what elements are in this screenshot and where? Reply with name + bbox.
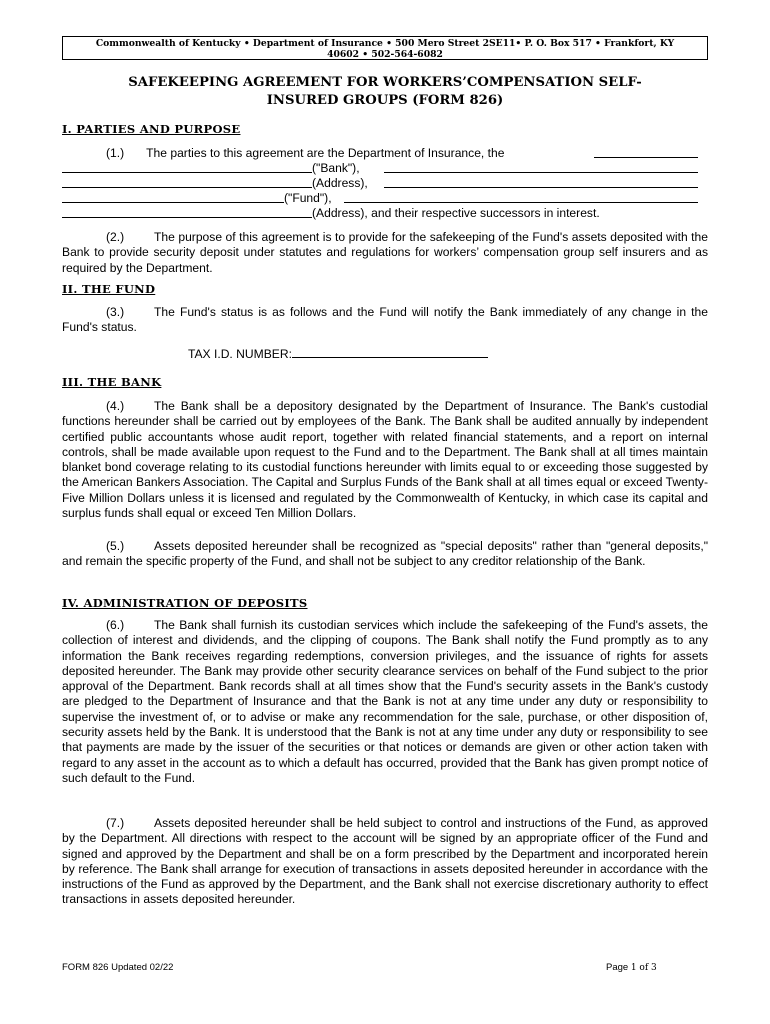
title-line-1: SAFEKEEPING AGREEMENT FOR WORKERS’COMPENSATION SELF- [128,75,642,90]
paragraph-5 [62,539,708,570]
p1-line-1 [106,146,504,161]
p6-number: (6.) [106,618,125,632]
page-label: Page [606,962,629,973]
p7-text: Assets deposited hereunder shall be held subject to control and instructions of the Fund, as approved by the Department. All directions with respect to the account will be signed by an appropriate officer of the Fund and signed and approved by the Department and shall be on a form prescribed by the Department and incorporated herein by reference. The Bank shall arrange for execution of transactions in assets deposited hereunder in accordance with the instructions of the Fund as approved by the Department, and the Bank shall not exercise discretionary authority to effect transactions in assets deposited hereunder. [62,816,708,907]
tax-id-label: TAX I.D. NUMBER: [188,347,292,361]
title-line-2: INSURED GROUPS (FORM 826) [266,93,504,108]
p2-text: The purpose of this agreement is to provide for the safekeeping of the Fund's assets deposited with the Bank to provide security deposit under statutes and regulations for workers’ compensation group self insurers and as required by the Department. [62,230,708,275]
p5-text: Assets deposited hereunder shall be recognized as "special deposits" rather than "general deposits," and remain the specific property of the Fund, and shall not be subject to any creditor relationship of the Bank. [62,539,708,569]
blank-bank-address-field[interactable] [62,176,312,188]
letterhead-box [62,36,708,60]
tax-id-row [188,346,488,361]
letterhead-line-2: 40602 • 502-564-6082 [327,49,443,60]
section-heading-parties: I. PARTIES AND PURPOSE [62,122,241,136]
p4-number: (4.) [106,399,125,413]
page-of-count: 1 of 3 [630,963,657,973]
paragraph-2 [62,230,708,276]
section-heading-fund: II. THE FUND [62,282,156,296]
paragraph-3 [62,305,708,336]
paragraph-6 [62,618,708,786]
blank-address-continued-field[interactable] [384,176,698,188]
form-footer-id: FORM 826 Updated 02/22 [62,962,174,973]
p1-intro: The parties to this agreement are the Department of Insurance, the [146,146,505,160]
p5-number: (5.) [106,539,125,553]
blank-fund-continued-field[interactable] [344,191,698,203]
blank-fund-name-field[interactable] [62,191,284,203]
page-number [606,962,657,973]
document-title [62,74,708,110]
p3-number: (3.) [106,305,125,319]
p2-number: (2.) [106,230,125,244]
blank-bank-name-field[interactable] [62,161,312,173]
p1-bank-label: ("Bank"), [312,161,360,175]
blank-bank-continued-field[interactable] [384,161,698,173]
letterhead-line-1: Commonwealth of Kentucky • Department of Insurance • 500 Mero Street 2SE11• P. O. Box 517 • Frankfort, KY [95,38,675,49]
p4-text: The Bank shall be a depository designated by the Department of Insurance. The Bank's custodial functions hereunder shall be carried out by employees of the Bank. The Bank shall be audited annually by independent certified public accountants whose audit report, together with related financial statements, and a report on internal controls, shall be made available upon request to the Fund and to the Department. The Bank shall at all times maintain blanket bond coverage relating to its custodial functions hereunder with limits equal to or exceeding those suggested by the American Bankers Association. The Capital and Surplus Funds of the Bank shall at all times equal or exceed Twenty-Five Million Dollars unless it is licensed and regulated by the Commonwealth of Kentucky, in which case its capital and surplus funds shall equal or exceed Ten Million Dollars. [62,399,708,521]
blank-department-field[interactable] [594,146,698,158]
p1-address-label-1: (Address), [312,176,368,190]
paragraph-4 [62,399,708,521]
p1-fund-label: ("Fund"), [284,191,332,205]
paragraph-7 [62,816,708,908]
p6-text: The Bank shall furnish its custodian services which include the safekeeping of the Fund's assets, the collection of interest and dividends, and the clipping of coupons. The Bank shall notify the Fund promptly as to any information the Bank receives regarding redemptions, conversion privileges, and the issuance of rights for assets deposited hereunder. The Bank may provide other security clearance services on behalf of the Fund subject to the prior approval of the Department. Bank records shall at all times show that the Fund's security assets in the Bank's custody are pledged to the Department of Insurance and that the Bank is not at any time under any duty or responsibility to supervise the investment of, or to advise or make any recommendation for the sale, purchase, or other disposition of, security assets held by the Bank. It is understood that the Bank is not at any time under any duty or responsibility to see that payments are made by the issuer of the securities or that notices or demands are given or other action taken with regard to any asset in the account as to which a default has occurred, provided that the Bank has given prompt notice of such default to the Fund. [62,618,708,785]
blank-fund-address-field[interactable] [62,206,312,218]
p7-number: (7.) [106,816,125,830]
section-heading-administration: IV. ADMINISTRATION OF DEPOSITS [62,596,308,610]
p1-address-label-2: (Address), and their respective successors in interest. [312,206,600,220]
p1-number: (1.) [106,146,125,160]
tax-id-field[interactable] [292,346,488,358]
section-heading-bank: III. THE BANK [62,375,162,389]
p3-text: The Fund's status is as follows and the Fund will notify the Bank immediately of any change in the Fund's status. [62,305,708,335]
